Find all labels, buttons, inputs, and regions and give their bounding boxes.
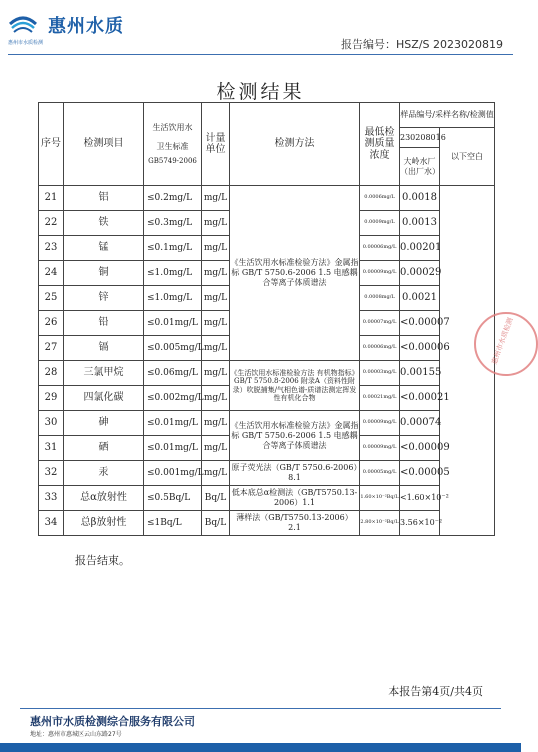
row-result: 0.00155 [400,361,440,386]
row-limit: 0.00003mg/L [360,361,400,386]
header-standard-line2: 卫生标准 [156,141,189,151]
row-unit: mg/L [202,386,230,411]
row-unit: mg/L [202,411,230,436]
row-limit: 1.60×10⁻²Bq/L [360,486,400,511]
report-number: 报告编号：HSZ/S 2023020819 [341,38,503,51]
header-blank: 以下空白 [440,128,495,186]
row-item: 铜 [64,261,144,286]
row-result: <1.60×10⁻² [400,486,440,511]
row-no: 28 [39,361,64,386]
row-unit: mg/L [202,211,230,236]
footer-divider [20,708,501,709]
row-standard: ≤0.3mg/L [144,211,202,236]
row-limit: 0.0006mg/L [360,186,400,211]
header-sample-title: 样品编号/采样名称/检测值 [400,103,495,128]
row-result: <0.00009 [400,436,440,461]
company-logo [8,8,38,38]
row-no: 26 [39,311,64,336]
row-limit: 0.00021mg/L [360,386,400,411]
footer-address: 地址：惠州市惠城区云山东路27号 [30,731,122,738]
row-no: 29 [39,386,64,411]
row-limit: 0.0008mg/L [360,286,400,311]
row-no: 24 [39,261,64,286]
row-unit: Bq/L [202,511,230,536]
row-limit: 0.00009mg/L [360,411,400,436]
row-standard: ≤1.0mg/L [144,286,202,311]
row-item: 锰 [64,236,144,261]
row-no: 33 [39,486,64,511]
row-limit: 2.80×10⁻²Bq/L [360,511,400,536]
row-unit: mg/L [202,261,230,286]
footer-bar [0,743,521,752]
row-result: <0.00007 [400,311,440,336]
row-item: 铁 [64,211,144,236]
row-standard: ≤0.5Bq/L [144,486,202,511]
row-no: 21 [39,186,64,211]
method-beta: 薄样法（GB/T5750.13-2006）2.1 [230,511,360,536]
row-standard: ≤1Bq/L [144,511,202,536]
header-limit: 最低检测质量浓度 [360,103,400,186]
row-no: 32 [39,461,64,486]
row-item: 总α放射性 [64,486,144,511]
row-result: 0.0013 [400,211,440,236]
row-no: 30 [39,411,64,436]
header-sample-name: 大岭水厂（出厂水） [400,148,440,186]
row-unit: mg/L [202,286,230,311]
row-standard: ≤0.06mg/L [144,361,202,386]
row-standard: ≤0.01mg/L [144,411,202,436]
row-item: 四氯化碳 [64,386,144,411]
row-unit: mg/L [202,336,230,361]
row-standard: ≤0.2mg/L [144,186,202,211]
row-no: 31 [39,436,64,461]
report-end-note: 报告结束。 [75,554,130,567]
row-result: 0.00029 [400,261,440,286]
method-alpha: 低本底总α检测法（GB/T5750.13-2006）1.1 [230,486,360,511]
row-standard: ≤0.01mg/L [144,436,202,461]
header-method: 检测方法 [230,103,360,186]
results-table [38,102,495,536]
page-number: 本报告第4页/共4页 [388,685,483,698]
row-limit: 0.00006mg/L [360,236,400,261]
row-unit: mg/L [202,436,230,461]
row-result: 3.56×10⁻² [400,511,440,536]
header-standard-line1: 生活饮用水 [152,123,193,133]
row-unit: mg/L [202,361,230,386]
row-standard: ≤1.0mg/L [144,261,202,286]
method-voc-gcms: 《生活饮用水标准检验方法 有机物指标》 GB/T 5750.8-2006 附录A（资料性附录）吹脱捕集/气相色谱-质谱法测定挥发性有机化合物 [230,361,360,411]
header-unit: 计量单位 [202,103,230,186]
row-no: 25 [39,286,64,311]
row-unit: mg/L [202,186,230,211]
header-item: 检测项目 [64,103,144,186]
header-divider [8,54,513,55]
row-limit: 0.00009mg/L [360,261,400,286]
row-limit: 0.00009mg/L [360,436,400,461]
row-item: 总β放射性 [64,511,144,536]
row-limit: 0.00006mg/L [360,336,400,361]
row-unit: mg/L [202,461,230,486]
header-sample-id: 230208016 [400,128,440,148]
row-item: 铝 [64,186,144,211]
row-result: 0.00074 [400,411,440,436]
row-item: 汞 [64,461,144,486]
row-item: 三氯甲烷 [64,361,144,386]
row-item: 锌 [64,286,144,311]
seal-text: 惠州市水质检测 [490,316,515,366]
brand-name: 惠州水质 [48,16,124,37]
row-result: <0.00006 [400,336,440,361]
row-limit: 0.0009mg/L [360,211,400,236]
row-standard: ≤0.001mg/L [144,461,202,486]
brand-subtitle: 惠州市水质检测 [8,40,44,46]
row-standard: ≤0.01mg/L [144,311,202,336]
row-result: 0.0018 [400,186,440,211]
row-result: 0.00201 [400,236,440,261]
page-title: 检测结果 [216,81,305,103]
header-standard-gb: GB5749-2006 [148,156,197,165]
row-unit: mg/L [202,311,230,336]
row-limit: 0.00007mg/L [360,311,400,336]
header-standard [144,103,202,186]
row-no: 23 [39,236,64,261]
row-no: 34 [39,511,64,536]
row-no: 27 [39,336,64,361]
header-no: 序号 [39,103,64,186]
row-result: 0.0021 [400,286,440,311]
row-item: 铅 [64,311,144,336]
method-afs: 原子荧光法（GB/T 5750.6-2006）8.1 [230,461,360,486]
row-result: <0.00021 [400,386,440,411]
row-standard: ≤0.005mg/L [144,336,202,361]
row-standard: ≤0.1mg/L [144,236,202,261]
method-metals-icpms-2: 《生活饮用水标准检验方法》金属指标 GB/T 5750.6-2006 1.5 电感耦合等离子体质谱法 [230,411,360,461]
row-limit: 0.00005mg/L [360,461,400,486]
footer-company: 惠州市水质检测综合服务有限公司 [30,715,195,728]
row-unit: Bq/L [202,486,230,511]
row-unit: mg/L [202,236,230,261]
row-standard: ≤0.002mg/L [144,386,202,411]
method-metals-icpms: 《生活饮用水标准检验方法》金属指标 GB/T 5750.6-2006 1.5 电感耦合等离子体质谱法 [230,186,360,361]
row-result: <0.00005 [400,461,440,486]
official-seal [474,312,538,376]
row-item: 硒 [64,436,144,461]
row-no: 22 [39,211,64,236]
row-item: 砷 [64,411,144,436]
row-item: 镉 [64,336,144,361]
